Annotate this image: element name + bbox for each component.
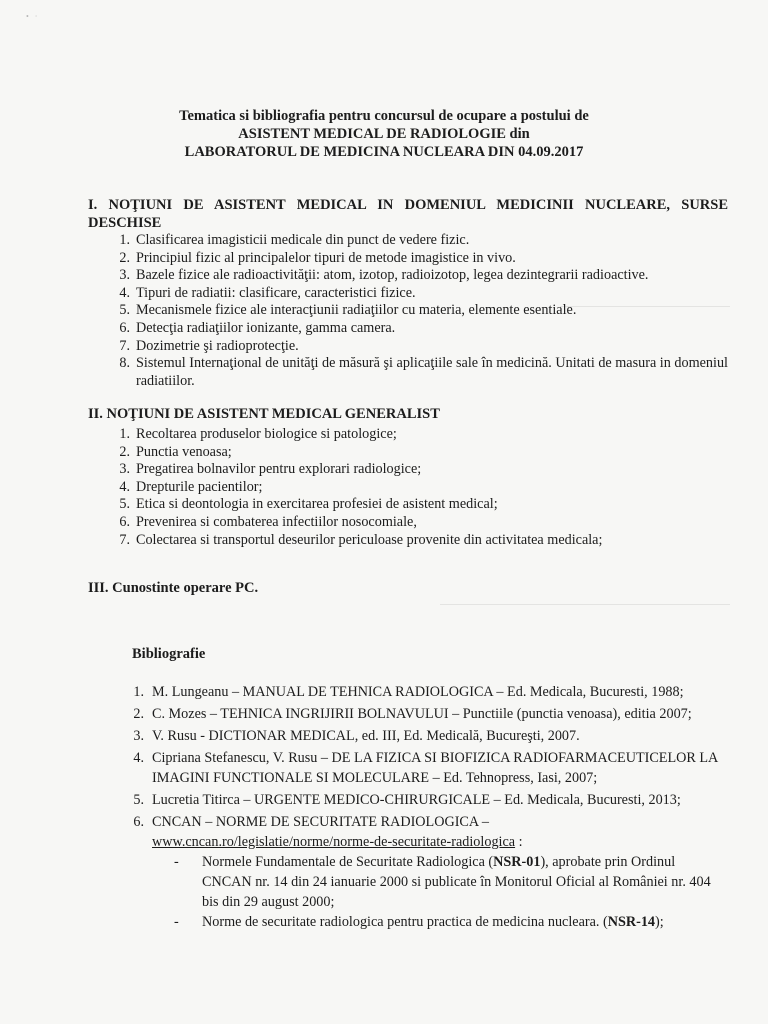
list-item: 8. Sistemul Internaţional de unităţi de măsură şi aplicaţiile sale în medicină. Unitati de masura in domeniul radiatiilor.	[119, 355, 728, 389]
section-3-title: III. Cunostinte operare PC.	[88, 580, 259, 596]
list-item: 3. Pregatirea bolnavilor pentru explorari radiologice;	[119, 461, 422, 478]
bibliography-item: 2. C. Mozes – TEHNICA INGRIJIRII BOLNAVULUI – Punctiile (punctia venoasa), editia 2007;	[133, 706, 692, 722]
list-item: 4. Drepturile pacientilor;	[119, 478, 263, 495]
list-item: 5. Mecanismele fizice ale interacţiunii radiaţiilor cu materia, elemente esentiale.	[119, 302, 577, 319]
bibliography-item: 5. Lucretia Titirca – URGENTE MEDICO-CHIRURGICALE – Ed. Medicala, Bucuresti, 2013;	[133, 792, 681, 808]
scan-artifact: • ·	[26, 12, 38, 21]
norms-sublist	[152, 852, 726, 932]
bibliography-list	[126, 682, 726, 934]
section-1-list	[112, 232, 728, 390]
bibliography-item: 3. V. Rusu - DICTIONAR MEDICAL, ed. III, Ed. Medicală, Bucureşti, 2007.	[133, 728, 580, 744]
list-item: 1. Recoltarea produselor biologice si patologice;	[119, 426, 397, 442]
list-item: 4. Tipuri de radiatii: clasificare, caracteristici fizice.	[119, 284, 416, 301]
bibliography-item: 4. Cipriana Stefanescu, V. Rusu – DE LA FIZICA SI BIOFIZICA RADIOFARMACEUTICELOR LA IMAGINI FUNCTIONALE SI MOLECULARE – Ed. Tehnopress, Iasi, 2007;	[133, 750, 718, 786]
list-item: 2. Principiul fizic al principalelor tipuri de metode imagistice in vivo.	[119, 249, 516, 266]
section-1-title-line-2: DESCHISE	[88, 215, 162, 231]
header-line-3: LABORATORUL DE MEDICINA NUCLEARA DIN 04.09.2017	[184, 144, 584, 160]
section-1-title-line-1: I. NOŢIUNI DE ASISTENT MEDICAL IN DOMENIUL MEDICINII NUCLEARE, SURSE	[88, 197, 728, 213]
list-item: 1. Clasificarea imagisticii medicale din punct de vedere fizic.	[119, 232, 470, 248]
section-2-title: II. NOŢIUNI DE ASISTENT MEDICAL GENERALIST	[88, 406, 440, 422]
sub-list-item: - Norme de securitate radiologica pentru practica de medicina nucleara. (NSR-14);	[174, 914, 664, 930]
scan-artifact-line	[440, 604, 730, 605]
cncan-link[interactable]: www.cncan.ro/legislatie/norme/norme-de-securitate-radiologica	[152, 834, 516, 850]
list-item: 6. Prevenirea si combaterea infectiilor nosocomiale,	[119, 513, 417, 530]
bibliography-title: Bibliografie	[132, 646, 206, 662]
sub-list-item: - Normele Fundamentale de Securitate Radiologica (NSR-01), aprobate prin Ordinul CNCAN nr. 14 din 24 ianuarie 2000 si publicate în Monitorul Oficial al României nr. 404 bis din 29 august 2000;	[174, 854, 711, 910]
list-item: 5. Etica si deontologia in exercitarea profesiei de asistent medical;	[119, 496, 498, 513]
list-item: 7. Colectarea si transportul deseurilor periculoase provenite din activitatea medicala;	[119, 531, 603, 548]
list-item: 2. Punctia venoasa;	[119, 443, 232, 460]
list-item: 3. Bazele fizice ale radioactivităţii: atom, izotop, radioizotop, legea dezintegrarii radioactive.	[119, 267, 649, 284]
list-item: 6. Detecţia radiaţiilor ionizante, gamma camera.	[119, 319, 396, 336]
bibliography-item: 1. M. Lungeanu – MANUAL DE TEHNICA RADIOLOGICA – Ed. Medicala, Bucuresti, 1988;	[133, 684, 684, 700]
section-2-list	[112, 426, 728, 549]
section-1-title	[88, 196, 728, 232]
bibliography-item: 6. CNCAN – NORME DE SECURITATE RADIOLOGICA – www.cncan.ro/legislatie/norme/norme-de-securitate-radiologica : - Normele Fundamentale de Securitate Radiologica (NSR-01), aprobate prin Ordinul CNCAN nr. 14 din 24 ianuarie 2000 si publicate în Monitorul Oficial al României nr. 404 bis din 29 august 2000; - Norme de securitate radiologica pentru practica de medicina nucleara. (NSR-14);	[126, 812, 726, 932]
document-header	[0, 107, 768, 161]
list-item: 7. Dozimetrie şi radioprotecţie.	[119, 337, 299, 354]
header-line-2: ASISTENT MEDICAL DE RADIOLOGIE din	[238, 126, 530, 142]
header-line-1: Tematica si bibliografia pentru concursul de ocupare a postului de	[179, 108, 589, 124]
